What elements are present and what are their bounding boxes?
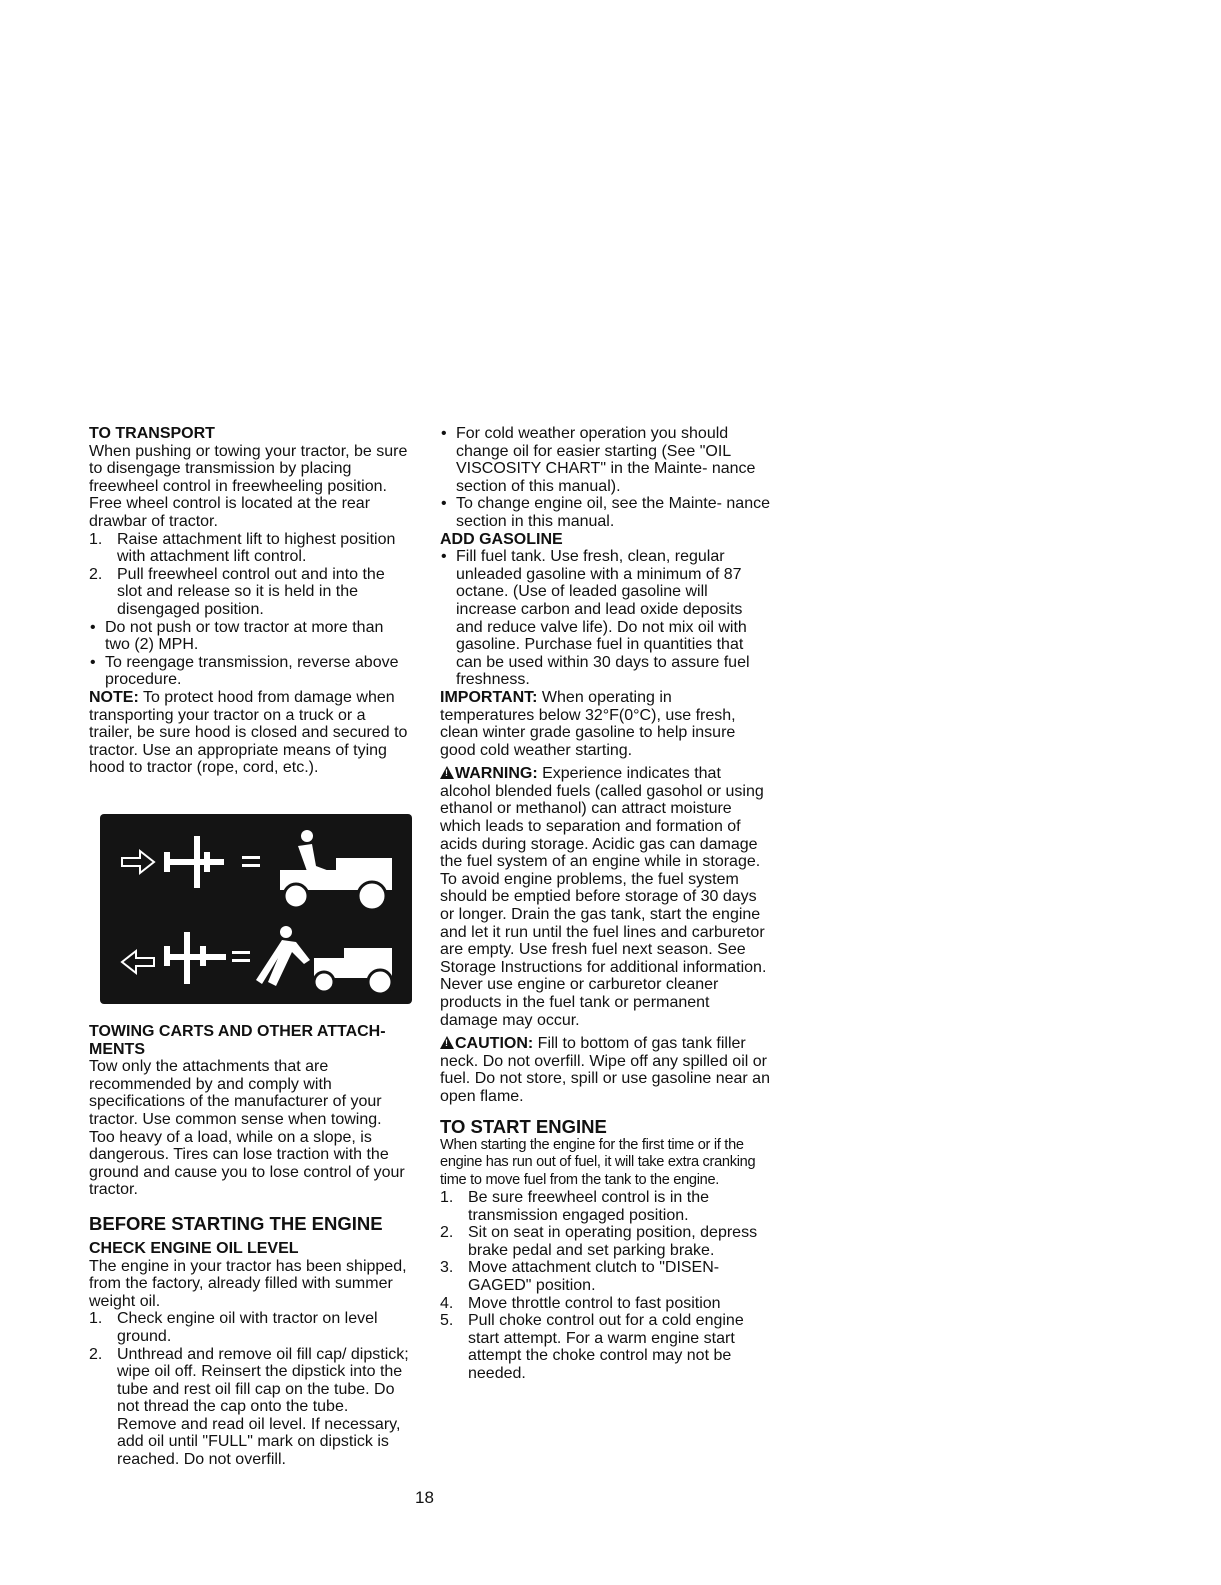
check-oil-intro: The engine in your tractor has been shipped, from the factory, already filled with summer weight oil. <box>89 1257 407 1310</box>
transport-bullet-2 <box>89 654 411 689</box>
warning-label: WARNING: <box>455 765 538 783</box>
important-text: When operating in temperatures below 32°F(0°C), use fresh, clean winter grade gasoline to help insure good cold weather starting. <box>440 688 736 759</box>
start-step-4 <box>440 1295 770 1313</box>
step-text: Unthread and remove oil fill cap/ dipstick; wipe oil off. Reinsert the dipstick into the tube and rest oil fill cap on the tube. Do not thread the cap onto the tube. Remove and read oil level. If necessary, add oil until "FULL" mark on dipstick is reached. Do not overfill. <box>117 1345 409 1469</box>
transport-intro: When pushing or towing your tractor, be sure to disengage transmission by placing freewheel control in freewheeling position. Free wheel control is located at the rear drawbar of tractor. <box>89 442 408 530</box>
transport-step-2 <box>89 566 411 619</box>
important-label: IMPORTANT: <box>440 688 538 706</box>
step-text: Check engine oil with tractor on level ground. <box>117 1310 378 1345</box>
bullet-dot: • <box>441 548 447 566</box>
page-number: 18 <box>415 1488 434 1507</box>
transport-note <box>89 689 411 777</box>
note-text: To protect hood from damage when transporting your tractor on a truck or a trailer, be sure hood is closed and secured to tractor. Use an appropriate means of tying hood to tractor (rope, cord, etc.). <box>89 688 408 777</box>
step-number: 1. <box>89 530 103 548</box>
step-number: 1. <box>89 1310 103 1328</box>
step-number: 4. <box>440 1294 454 1312</box>
start-step-5 <box>440 1312 770 1382</box>
caution-triangle-icon <box>440 1036 454 1049</box>
step-text: Pull freewheel control out and into the slot and release so it is held in the disengaged position. <box>117 565 385 618</box>
note-label: NOTE: <box>89 688 139 706</box>
right-column <box>440 425 770 1383</box>
important-note <box>440 689 770 759</box>
bullet-text: Do not push or tow tractor at more than two (2) MPH. <box>105 618 384 654</box>
step-number: 5. <box>440 1312 454 1330</box>
bullet-dot: • <box>441 495 447 513</box>
step-number: 2. <box>89 565 103 583</box>
warning-text: Experience indicates that alcohol blended fuels (called gasohol or using ethanol or methanol) can attract moisture which leads to separation and formation of acids during storage. Acidic gas can damage the fuel system of an engine while in storage. To avoid engine problems, the fuel system should be emptied before storage of 30 days or longer. Drain the gas tank, start the engine and let it run until the fuel lines and carburetor are empty. Use fresh fuel next season. See Storage Instructions for additional information. Never use engine or carburetor cleaner products in the fuel tank or permanent damage may occur. <box>440 765 767 1029</box>
left-column-lower <box>89 1023 411 1469</box>
transport-bullet-1 <box>89 619 411 654</box>
start-step-1 <box>440 1189 770 1224</box>
step-text: Raise attachment lift to highest position with attachment lift control. <box>117 530 396 566</box>
oil-step-1 <box>89 1310 411 1345</box>
step-number: 2. <box>440 1224 454 1242</box>
transport-step-1 <box>89 531 411 566</box>
caution-label: CAUTION: <box>455 1035 534 1053</box>
caution-text: Fill to bottom of gas tank filler neck. Do not overfill. Wipe off any spilled oil or fuel. Do not store, spill or use gasoline near an open flame. <box>440 1035 770 1105</box>
step-text: Be sure freewheel control is in the transmission engaged position. <box>468 1189 710 1224</box>
step-number: 2. <box>89 1345 103 1363</box>
step-text: Move attachment clutch to "DISEN- GAGED" position. <box>468 1259 720 1295</box>
towing-text: Tow only the attachments that are recommended by and comply with specifications of the manufacturer of your tractor. Use common sense when towing. Too heavy of a load, while on a slope, is dangerous. Tires can lose traction with the ground and cause you to lose control of your tractor. <box>89 1058 405 1199</box>
freewheel-diagram <box>100 814 412 1004</box>
step-number: 1. <box>440 1189 454 1207</box>
bullet-dot: • <box>90 653 96 671</box>
left-column <box>89 425 411 777</box>
gasoline-heading: ADD GASOLINE <box>440 530 563 548</box>
step-text: Move throttle control to fast position <box>468 1294 721 1312</box>
oil-bullet-2 <box>440 495 770 530</box>
start-step-3 <box>440 1259 770 1294</box>
bullet-text: To reengage transmission, reverse above procedure. <box>105 653 399 689</box>
before-start-heading: BEFORE STARTING THE ENGINE <box>89 1212 383 1234</box>
oil-step-2 <box>89 1346 411 1469</box>
towing-heading-line-1: TOWING CARTS AND OTHER ATTACH- <box>89 1023 386 1040</box>
transport-heading: TO TRANSPORT <box>89 425 215 442</box>
caution-note <box>440 1035 770 1105</box>
start-engine-heading: TO START ENGINE <box>440 1115 607 1137</box>
bullet-dot: • <box>441 425 447 442</box>
freewheel-diagram-svg <box>100 814 412 1004</box>
bullet-text: Fill fuel tank. Use fresh, clean, regular unleaded gasoline with a minimum of 87 octane. (Use of leaded gasoline will increase carbon and lead oxide deposits and reduce valve life). Do not mix oil with gasoline. Purchase fuel in quantities that can be used within 30 days to assure fuel freshness. <box>456 548 750 689</box>
start-engine-intro: When starting the engine for the first time or if the engine has run out of fuel, it will take extra cranking time to move fuel from the tank to the engine. <box>440 1136 756 1188</box>
oil-bullet-1 <box>440 425 770 495</box>
step-text: Pull choke control out for a cold engine start attempt. For a warm engine start attempt the choke control may not be needed. <box>468 1312 744 1382</box>
warning-triangle-icon <box>440 766 454 779</box>
bullet-dot: • <box>90 618 96 636</box>
bullet-text: For cold weather operation you should change oil for easier starting (See "OIL VISCOSITY CHART" in the Mainte- nance section of this manual). <box>456 425 756 495</box>
step-number: 3. <box>440 1259 454 1277</box>
towing-heading <box>89 1023 411 1058</box>
check-oil-subheading: CHECK ENGINE OIL LEVEL <box>89 1239 299 1257</box>
start-step-2 <box>440 1224 770 1259</box>
warning-note <box>440 765 770 1029</box>
towing-heading-line-2: MENTS <box>89 1040 145 1058</box>
bullet-text: To change engine oil, see the Mainte- nance section in this manual. <box>456 495 770 530</box>
gasoline-bullet <box>440 548 770 689</box>
step-text: Sit on seat in operating position, depress brake pedal and set parking brake. <box>468 1224 758 1259</box>
